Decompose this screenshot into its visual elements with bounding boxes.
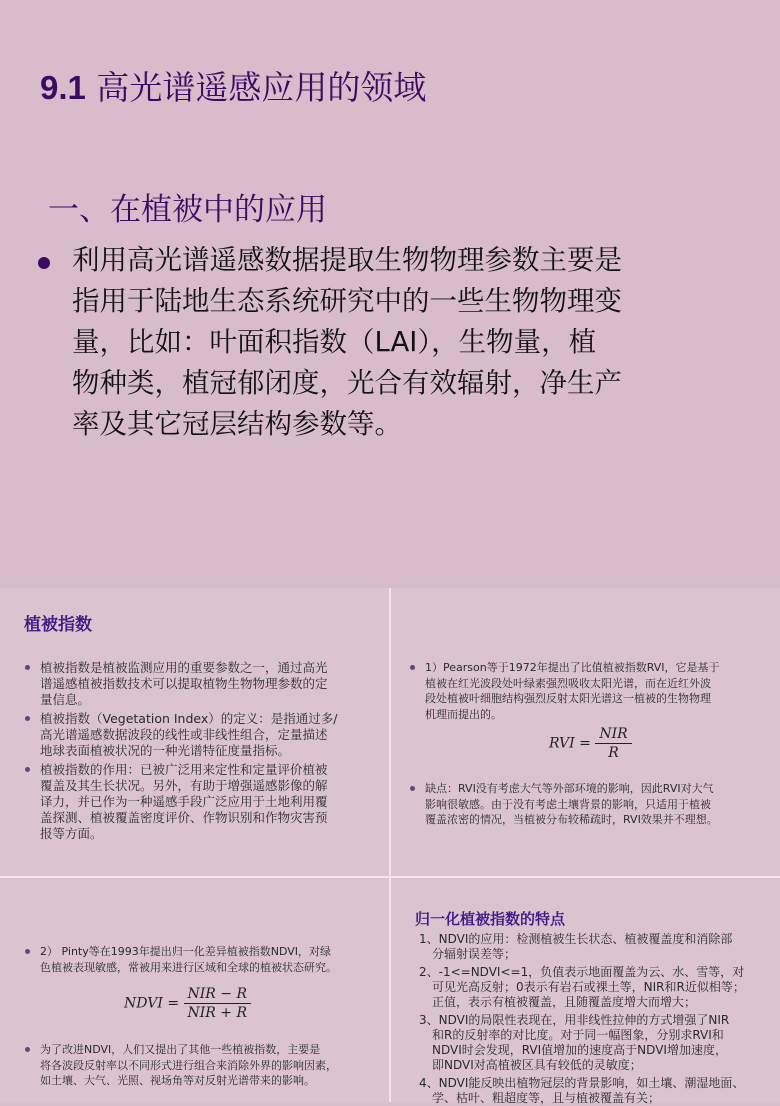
title-text: 高光谱遥感应用的领域: [96, 68, 427, 107]
formula-fraction: [184, 986, 252, 1021]
title-number: 9.1: [40, 69, 86, 106]
list-item: 1）Pearson等于1972年提出了比值植被指数RVI，它是基于 植被在红光波段处叶绿素强烈吸收太阳光谱，而在近红外波 段处植被叶细胞结构强烈反射太阳光谱这一植被的生物物理 机理而提出的。: [405, 660, 775, 722]
list-item: 2） Pinty等在1993年提出归一化差异植被指数NDVI，对绿 色植被表现敏感，常被用来进行区域和全球的植被状态研究。: [20, 944, 384, 975]
ndvi-formula: [124, 986, 251, 1021]
list-item: 2、-1<=NDVI<=1，负值表示地面覆盖为云、水、雪等，对 可见光高反射；0表示有岩石或裸土等，NIR和R近似相等； 正值，表示有植被覆盖，且随覆盖度增大而增大；: [419, 965, 745, 1009]
cell-bullet-list: [20, 1042, 384, 1092]
numbered-list: [419, 932, 769, 1106]
bullet-dot-icon: [410, 786, 415, 791]
list-item: 植被指数是植被监测应用的重要参数之一，通过高光 谱遥感植被指数技术可以提取植物生物物理参数的定 量信息。: [20, 660, 380, 708]
section-subtitle: 一、在植被中的应用: [48, 192, 327, 228]
main-bullet-text: [72, 240, 752, 445]
grid-divider-vertical: [389, 588, 391, 1102]
cell-title: 植被指数: [24, 615, 92, 635]
bullet-dot-icon: [25, 949, 30, 954]
formula-numerator: NIR: [595, 726, 631, 744]
bullet-line: 利用高光谱遥感数据提取生物物理参数主要是: [72, 244, 622, 276]
list-item: 1、NDVI的应用：检测植被生长状态、植被覆盖度和消除部 分辐射误差等；: [419, 932, 733, 961]
page-title: [40, 62, 426, 109]
bullet-dot-icon: [25, 665, 30, 670]
list-item: 为了改进NDVI，人们又提出了其他一些植被指数，主要是 将各波段反射率以不同形式进行组合来消除外界的影响因素， 如土壤、大气、光照、视场角等对反射光谱带来的影响。: [20, 1042, 384, 1089]
list-item: 植被指数（Vegetation Index）的定义：是指通过多/ 高光谱遥感数据波段的线性或非线性组合，定量描述 地球表面植被状况的一种光谱特征度量指标。: [20, 711, 380, 759]
slide-cell-ndvi: [0, 878, 389, 1102]
bullet-dot-icon: [25, 1047, 30, 1052]
cell-bullet-list: [405, 781, 775, 831]
bullet-line: 量，比如：叶面积指数（LAI），生物量，植: [72, 326, 597, 358]
formula-fraction: [595, 726, 631, 761]
list-item: 3、NDVI的局限性表现在，用非线性拉伸的方式增强了NIR 和R的反射率的对比度。对于同一幅图象，分别求RVI和 NDVI时会发现，RVI值增加的速度高于NDVI增加速度， 即NDVI对高植被区具有较低的灵敏度；: [419, 1013, 730, 1072]
bullet-dot-icon: [25, 716, 30, 721]
formula-denominator: NIR + R: [187, 1005, 248, 1021]
slide-cell-rvi: [391, 588, 780, 876]
bullet-line: 率及其它冠层结构参数等。: [72, 408, 402, 440]
bullet-line: 物种类，植冠郁闭度，光合有效辐射，净生产: [72, 367, 622, 399]
formula-lhs: RVI =: [549, 735, 591, 752]
cell-bullet-list: [405, 660, 775, 725]
list-item: 缺点：RVI没有考虑大气等外部环境的影响，因此RVI对大气 影响很敏感。由于没有考虑土壤背景的影响，只适用于植被 覆盖浓密的情况，当植被分布较稀疏时，RVI效果并不理想。: [405, 781, 775, 828]
formula-numerator: NIR − R: [184, 986, 252, 1004]
bullet-dot-icon: [410, 665, 415, 670]
list-item: 4、NDVI能反映出植物冠层的背景影响，如土壤、潮湿地面、 学、枯叶、粗超度等，且与植被覆盖有关；: [419, 1076, 745, 1105]
bullet-dot-icon: [25, 767, 30, 772]
slide-cell-ndvi-features: [391, 878, 780, 1105]
slide-cell-vegetation-index: [0, 588, 389, 876]
rvi-formula: [549, 726, 632, 761]
cell-title: 归一化植被指数的特点: [415, 910, 566, 928]
formula-lhs: NDVI =: [124, 995, 180, 1012]
cell-bullet-list: [20, 944, 384, 978]
bullet-line: 指用于陆地生态系统研究中的一些生物物理变: [72, 285, 622, 317]
bullet-dot-icon: [38, 257, 50, 269]
grid-divider-horizontal: [0, 876, 780, 878]
cell-bullet-list: [20, 660, 380, 845]
list-item: 植被指数的作用：已被广泛用来定性和定量评价植被 覆盖及其生长状况。另外，有助于增强遥感影像的解 译力，并已作为一种遥感手段广泛应用于土地利用覆 盖探测、植被覆盖密度评价、作物识别和作物灾害预 报等方面。: [20, 762, 380, 842]
formula-denominator: R: [608, 745, 619, 761]
